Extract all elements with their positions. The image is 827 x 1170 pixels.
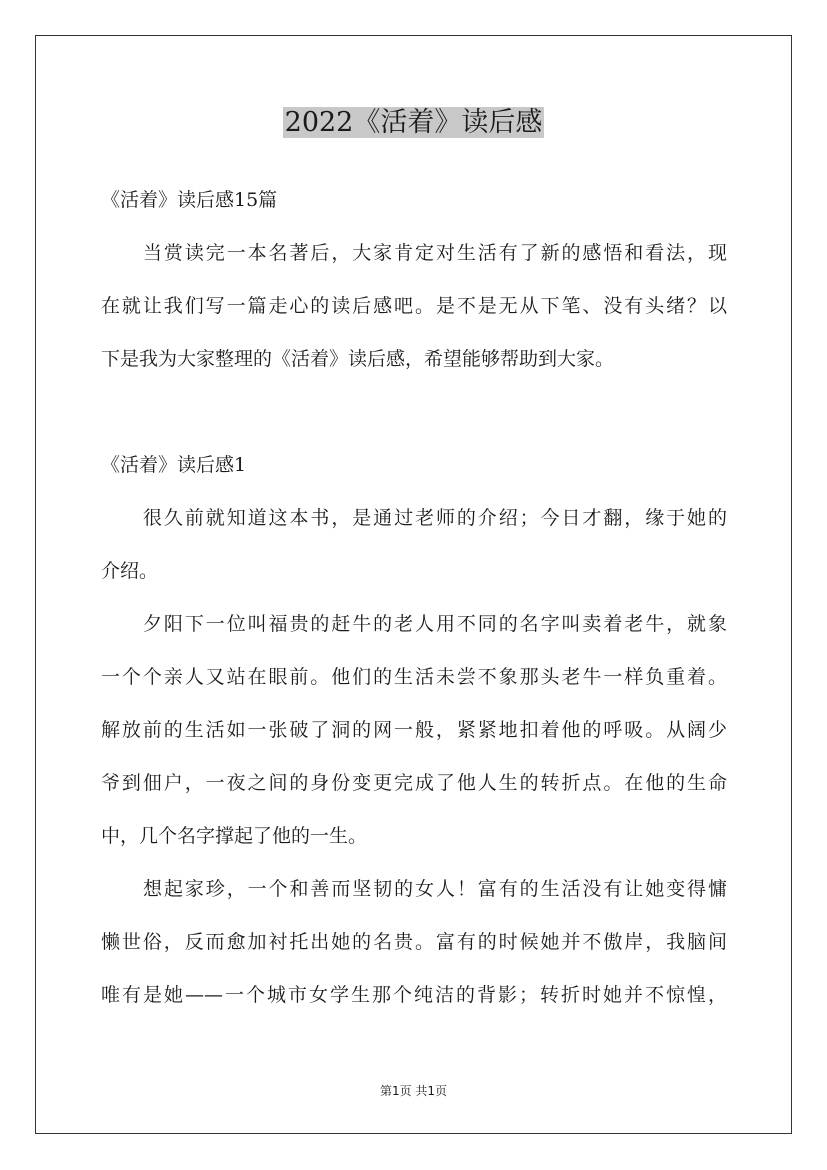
document-title-text: 2022《活着》读后感 — [284, 107, 543, 138]
document-subtitle: 《活着》读后感15篇 — [101, 189, 278, 211]
document-title — [0, 104, 827, 142]
paragraph-line: 一个个亲人又站在眼前。他们的生活未尝不象那头老牛一样负重着。 — [101, 666, 727, 688]
page-number-footer: 第1页 共1页 — [379, 1084, 448, 1098]
paragraph-line: 介绍。 — [101, 560, 159, 582]
blank-line — [101, 386, 727, 439]
paragraph-line: 爷到佃户，一夜之间的身份变更完成了他人生的转折点。在他的生命 — [101, 772, 727, 794]
paragraph-line: 中，几个名字撑起了他的一生。 — [101, 825, 368, 847]
paragraph-line: 夕阳下一位叫福贵的赶牛的老人用不同的名字叫卖着老牛，就象 — [143, 613, 727, 635]
intro-line: 在就让我们写一篇走心的读后感吧。是不是无从下笔、没有头绪？以 — [101, 295, 727, 317]
paragraph-line: 唯有是她——一个城市女学生那个纯洁的背影；转折时她并不惊惶， — [101, 984, 727, 1006]
paragraph-line: 很久前就知道这本书，是通过老师的介绍；今日才翻，缘于她的 — [143, 507, 727, 529]
intro-line: 下是我为大家整理的《活着》读后感，希望能够帮助到大家。 — [101, 348, 615, 370]
document-body — [101, 174, 727, 1022]
intro-line: 当赏读完一本名著后，大家肯定对生活有了新的感悟和看法，现 — [143, 242, 727, 264]
paragraph-line: 解放前的生活如一张破了洞的网一般，紧紧地扣着他的呼吸。从阔少 — [101, 719, 727, 741]
section-heading: 《活着》读后感1 — [101, 454, 247, 476]
paragraph-line: 懒世俗，反而愈加衬托出她的名贵。富有的时候她并不傲岸，我脑间 — [101, 931, 727, 953]
paragraph-line: 想起家珍，一个和善而坚韧的女人！富有的生活没有让她变得慵 — [143, 878, 727, 900]
